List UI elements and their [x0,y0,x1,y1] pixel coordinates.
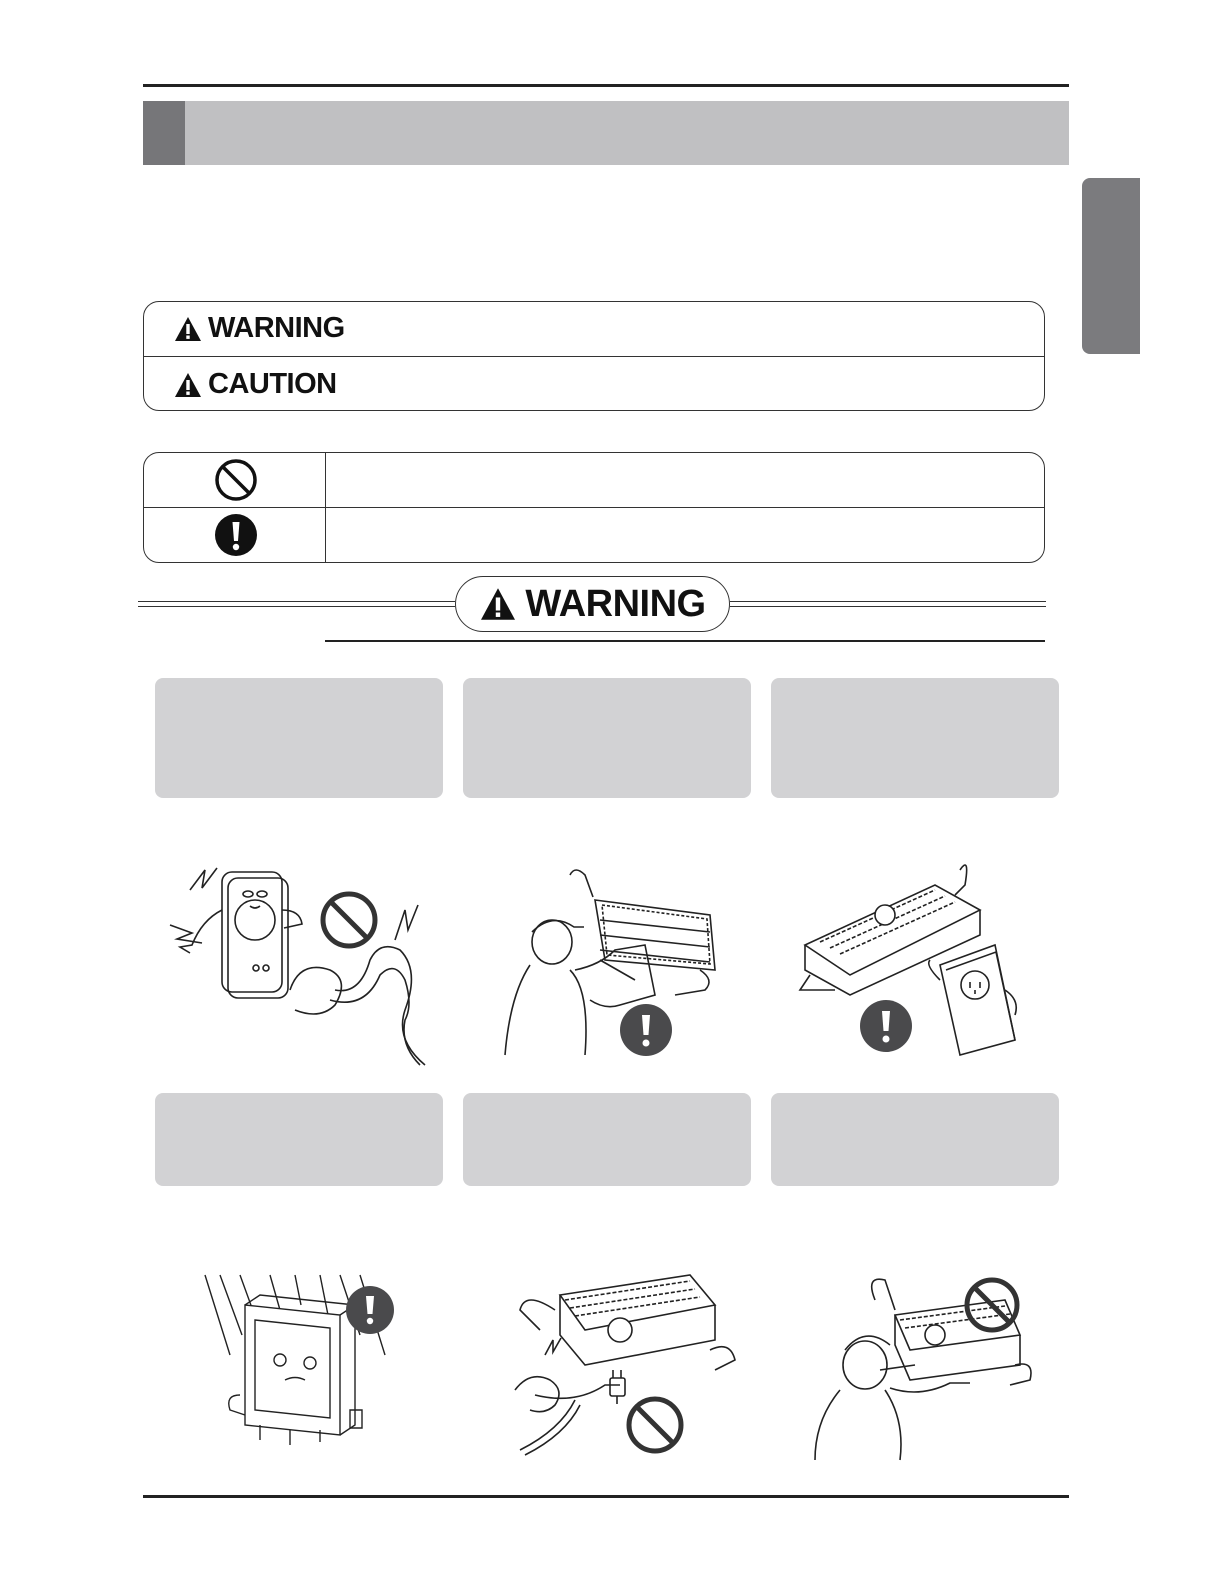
warning-legend-label: WARNING [208,312,345,344]
banner-line-right-top [730,601,1046,602]
caution-triangle-icon [174,372,202,398]
symbol-column-divider [325,453,326,562]
warning-card-1 [155,678,443,798]
warning-card-2 [463,678,751,798]
warning-banner [455,576,730,632]
section-header-accent [143,101,185,165]
symbol-row-divider [144,507,1044,508]
legend-divider [144,356,1044,357]
top-rule [143,84,1069,87]
warning-card-3 [771,678,1059,798]
warning-card-6 [771,1093,1059,1186]
illustration-outdoor-unit-rain [200,1275,400,1455]
section-header-bar [143,101,1069,165]
language-side-tab [1082,178,1140,354]
banner-underline [325,640,1045,642]
symbol-legend-box [143,452,1045,563]
illustration-indoor-unit-outlet [800,860,1030,1060]
warning-legend-row [174,312,345,345]
prohibited-icon [214,458,258,502]
bottom-rule [143,1495,1069,1498]
illustration-person-touching-unit [810,1270,1035,1460]
warning-card-5 [463,1093,751,1186]
warning-triangle-icon [479,587,517,621]
caution-legend-label: CAUTION [208,368,337,400]
warning-banner-label: WARNING [525,582,706,625]
banner-line-right-bottom [730,606,1046,607]
hazard-legend-box [143,301,1045,411]
warning-card-4 [155,1093,443,1186]
exclamation-icon [214,513,258,557]
caution-legend-row [174,368,337,401]
illustration-damaged-cord [505,1270,745,1460]
illustration-installer-manual [500,860,730,1060]
banner-line-left-bottom [138,606,455,607]
illustration-electric-outlet [160,850,440,1065]
banner-line-left-top [138,601,455,602]
warning-triangle-icon [174,316,202,342]
